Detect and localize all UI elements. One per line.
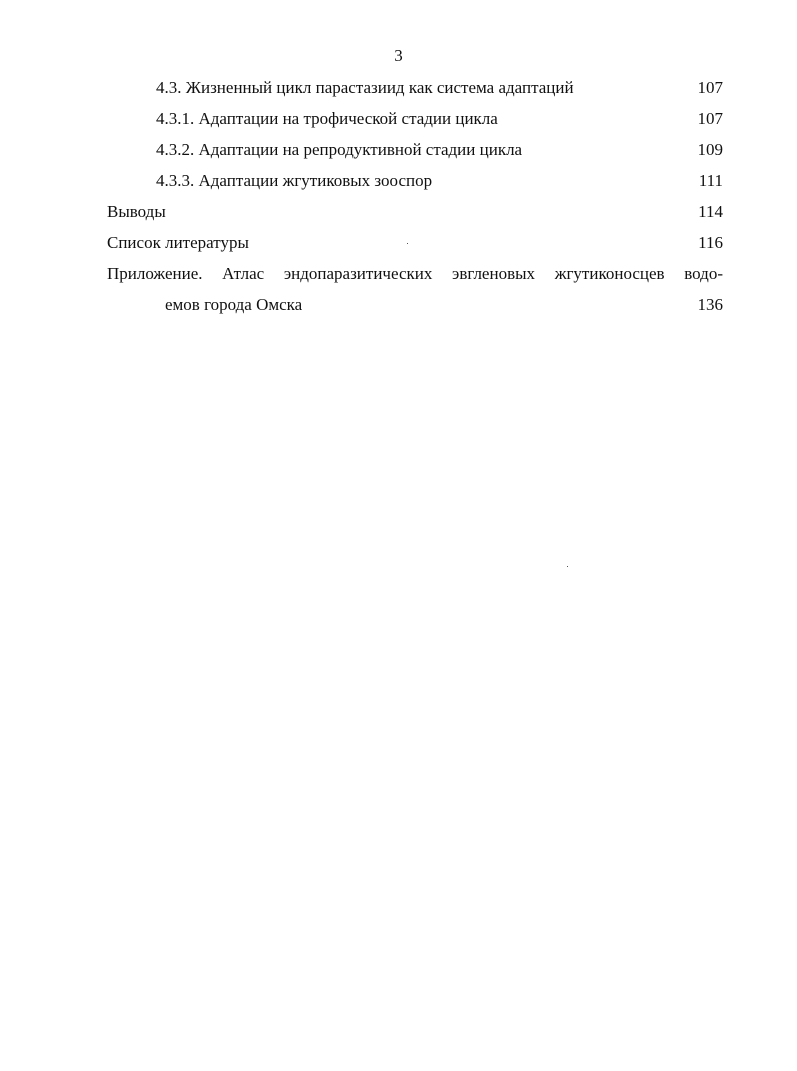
toc-entry-title: 4.3. Жизненный цикл парастазиид как система адаптаций <box>156 78 574 97</box>
toc-entry-page: 136 <box>697 295 723 314</box>
toc-entry-page: 109 <box>697 140 723 159</box>
toc-entry-references <box>107 227 723 258</box>
toc-entry-4-3-3 <box>107 165 723 196</box>
toc-entry-title: Приложение. Атлас эндопаразитических эвгленовых жгутиконосцев водо- <box>107 264 723 283</box>
toc-entry-4-3-2 <box>107 134 723 165</box>
toc-entry-appendix-line2 <box>107 289 723 320</box>
toc-entry-appendix-line1 <box>107 258 723 289</box>
toc-entry-page: 107 <box>697 78 723 97</box>
toc-entry-page: 107 <box>697 109 723 128</box>
toc-entry-title: 4.3.2. Адаптации на репродуктивной стадии цикла <box>156 140 523 159</box>
toc-entry-title: Выводы <box>107 202 166 221</box>
toc-entry-page: 114 <box>698 202 723 221</box>
toc-entry-4-3-1 <box>107 103 723 134</box>
toc-entry-conclusions <box>107 196 723 227</box>
toc-entry-4-3 <box>107 72 723 103</box>
table-of-contents <box>107 72 723 320</box>
toc-entry-page: 116 <box>698 233 723 252</box>
toc-entry-title: Список литературы <box>107 233 249 252</box>
toc-entry-page: 111 <box>698 171 723 190</box>
scan-speck <box>407 243 408 244</box>
page-number: 3 <box>394 46 403 65</box>
toc-entry-title: 4.3.3. Адаптации жгутиковых зооспор <box>156 171 433 190</box>
toc-entry-title-continuation: емов города Омска <box>165 295 303 314</box>
toc-entry-title: 4.3.1. Адаптации на трофической стадии цикла <box>156 109 498 128</box>
scan-speck <box>567 566 568 567</box>
